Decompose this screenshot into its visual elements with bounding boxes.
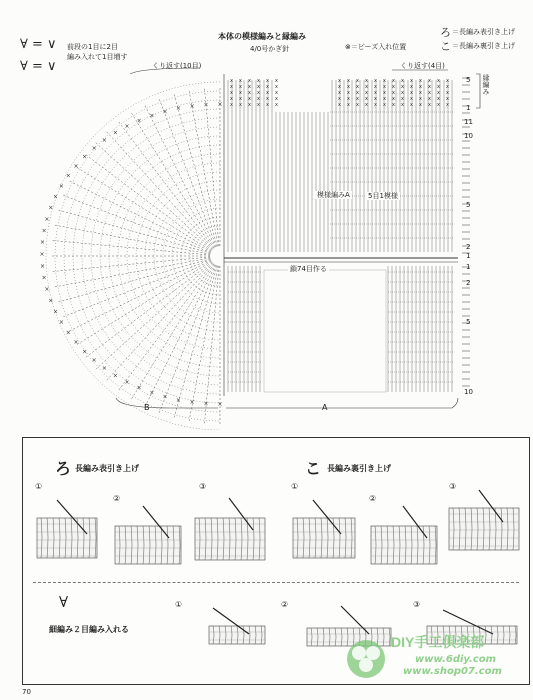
start-chain-label: 鎖74目作る xyxy=(290,265,327,273)
stitch-mark: × xyxy=(189,399,195,407)
stitch-mark: x xyxy=(419,96,422,102)
legend-symbol-left: ∀ = ∨ xyxy=(20,37,57,52)
chart-subtitle: 4/0号かぎ針 xyxy=(250,45,290,53)
fan-spoke xyxy=(55,258,210,287)
back-post-dc-title: 長編み裏引き上げ xyxy=(327,464,391,473)
stitch-mark: × xyxy=(162,108,168,116)
stitch-mark: × xyxy=(149,389,155,397)
stitch-mark: x xyxy=(419,78,422,84)
stitch-mark: × xyxy=(48,297,54,305)
row-number: 2 xyxy=(466,279,471,287)
stitch-mark: × xyxy=(44,286,50,294)
stitch-mark: x xyxy=(275,78,278,84)
stitch-mark: x xyxy=(383,102,386,108)
stitch-mark: x xyxy=(437,78,440,84)
stitch-mark: × xyxy=(203,101,209,109)
stitch-mark: × xyxy=(175,396,181,404)
stitch-mark: x xyxy=(239,84,242,90)
stitch-mark: x xyxy=(257,78,260,84)
stitch-mark: x xyxy=(275,96,278,102)
stitch-mark: x xyxy=(248,102,251,108)
stitch-mark: × xyxy=(112,372,118,380)
stitch-mark: x xyxy=(356,78,359,84)
fan-round xyxy=(154,190,220,322)
page-number: 70 xyxy=(22,688,31,696)
legend-right-symbol-1: ろ xyxy=(440,26,451,39)
stitch-mark: x xyxy=(230,102,233,108)
stitch-mark: x xyxy=(356,96,359,102)
fan-spoke xyxy=(53,240,210,255)
stitch-mark: × xyxy=(40,262,46,270)
stitch-mark: x xyxy=(347,78,350,84)
stitch-mark: × xyxy=(48,204,54,212)
stitch-mark: x xyxy=(230,96,233,102)
stitch-mark: × xyxy=(58,182,64,190)
stitch-mark: x xyxy=(383,84,386,90)
stitch-mark: x xyxy=(446,90,449,96)
lower-center-block xyxy=(264,270,386,392)
legend-left-line2: 編み入れて1目増す xyxy=(67,53,128,61)
stitch-mark: x xyxy=(365,78,368,84)
stitch-mark: × xyxy=(112,129,118,137)
stitch-mark: × xyxy=(73,162,79,170)
step-number: ③ xyxy=(413,600,421,609)
stitch-mark: × xyxy=(82,153,88,161)
swatch-step2 xyxy=(371,526,437,564)
stitch-mark: x xyxy=(446,102,449,108)
section-b-label: B xyxy=(144,403,150,412)
stitch-mark: x xyxy=(437,90,440,96)
fan-spoke xyxy=(204,89,219,246)
repeat-bracket-left xyxy=(130,68,200,74)
stitch-mark: x xyxy=(392,90,395,96)
stitch-mark: x xyxy=(428,90,431,96)
stitch-mark: x xyxy=(248,90,251,96)
stitch-mark: × xyxy=(65,329,71,337)
stitch-mark: x xyxy=(257,90,260,96)
repeat-left-label: くり返す(10目) xyxy=(152,62,202,70)
stitch-mark: x xyxy=(374,96,377,102)
stitch-mark: x xyxy=(338,96,341,102)
front-post-dc-title: 長編み表引き上げ xyxy=(75,464,139,473)
swatch-step2 xyxy=(115,526,181,564)
stitch-mark: × xyxy=(65,172,71,180)
step-number: ② xyxy=(281,600,289,609)
stitch-mark: × xyxy=(189,102,195,110)
step-number: ① xyxy=(35,482,43,491)
row-number: 2 xyxy=(466,243,471,251)
stitch-mark: x xyxy=(401,84,404,90)
stitch-mark: × xyxy=(101,365,107,373)
stitch-mark: x xyxy=(401,78,404,84)
stitch-mark: x xyxy=(266,78,269,84)
row-number: 10 xyxy=(464,132,473,140)
stitch-mark: x xyxy=(266,102,269,108)
stitch-mark: x xyxy=(266,96,269,102)
stitch-mark: x xyxy=(338,84,341,90)
beads-note: ⊗＝ビーズ入れ位置 xyxy=(345,43,407,51)
site-watermark xyxy=(345,630,530,690)
stitch-mark: × xyxy=(91,357,97,365)
stitch-mark: x xyxy=(446,96,449,102)
chart-title: 本体の模様編みと縁編み xyxy=(218,32,306,41)
stitch-mark: × xyxy=(124,378,130,386)
stitch-mark: × xyxy=(136,117,142,125)
stitch-mark: x xyxy=(383,78,386,84)
stitch-mark: x xyxy=(356,84,359,90)
fan-round xyxy=(82,118,220,394)
row-number: 1 xyxy=(466,104,471,112)
swatch-sc-1 xyxy=(209,626,265,644)
step-number: ② xyxy=(369,494,377,503)
stitch-mark: x xyxy=(257,102,260,108)
legend-right-symbol-2: こ xyxy=(440,40,451,53)
repeat-right-label: くり返す(4目) xyxy=(400,62,445,70)
stitch-mark: x xyxy=(383,90,386,96)
stitch-mark: x xyxy=(365,84,368,90)
fan-spoke xyxy=(58,259,210,302)
stitch-mark: x xyxy=(275,90,278,96)
stitch-mark: x xyxy=(248,78,251,84)
stitch-mark: x xyxy=(446,78,449,84)
watermark-url2: www.shop07.com xyxy=(403,666,502,677)
stitch-mark: x xyxy=(266,84,269,90)
stitch-mark: × xyxy=(203,400,209,408)
back-post-dc-symbol: こ xyxy=(305,459,322,478)
legend-right-1: ＝長編み表引き上げ xyxy=(452,28,515,36)
stitch-mark: x xyxy=(437,102,440,108)
stitch-mark: × xyxy=(149,112,155,120)
stitch-mark: x xyxy=(248,84,251,90)
stitch-mark: x xyxy=(410,96,413,102)
stitch-mark: x xyxy=(230,78,233,84)
stitch-mark: × xyxy=(91,144,97,152)
stitch-mark: x xyxy=(392,84,395,90)
stitch-mark: × xyxy=(73,339,79,347)
stitch-mark: x xyxy=(338,102,341,108)
fan-spoke xyxy=(107,263,213,380)
stitch-mark: x xyxy=(410,78,413,84)
fan-spoke xyxy=(174,94,217,246)
stitch-mark: x xyxy=(419,102,422,108)
stitch-mark: × xyxy=(53,193,59,201)
watermark-url1: www.6diy.com xyxy=(415,654,497,665)
stitch-mark: x xyxy=(410,102,413,108)
stitch-mark: x xyxy=(437,96,440,102)
stitch-mark: x xyxy=(356,102,359,108)
stitch-mark: x xyxy=(266,90,269,96)
legend-left-line1: 前段の1目に2目 xyxy=(67,43,118,51)
stitch-mark: x xyxy=(446,84,449,90)
sc-increase-title: 細編み２目編み入れる xyxy=(49,625,129,634)
stitch-mark: x xyxy=(374,78,377,84)
stitch-mark: x xyxy=(347,84,350,90)
stitch-mark: x xyxy=(419,84,422,90)
stitch-mark: × xyxy=(82,348,88,356)
fan-spoke xyxy=(77,261,211,344)
stitch-mark: x xyxy=(374,102,377,108)
fan-spoke xyxy=(53,257,210,272)
stitch-mark: x xyxy=(428,96,431,102)
stitch-mark: × xyxy=(217,401,223,408)
fan-spoke xyxy=(55,225,210,254)
row-number: 11 xyxy=(464,118,473,126)
stitch-mark: x xyxy=(401,102,404,108)
step-number: ① xyxy=(291,482,299,491)
stitch-mark: x xyxy=(410,90,413,96)
stitch-mark: x xyxy=(401,96,404,102)
row-number: 10 xyxy=(464,388,473,396)
stitch-mark: x xyxy=(437,84,440,90)
fan-spoke xyxy=(189,266,218,421)
stitch-mark: x xyxy=(428,102,431,108)
stitch-mark: x xyxy=(365,102,368,108)
stitch-mark: x xyxy=(365,90,368,96)
stitch-mark: x xyxy=(392,102,395,108)
sc-increase-symbol: ∀ xyxy=(59,593,69,611)
stitch-mark: x xyxy=(239,90,242,96)
stitch-mark: x xyxy=(239,78,242,84)
clover-logo-icon xyxy=(345,638,387,680)
fan-spoke xyxy=(145,265,215,406)
fan-spoke xyxy=(63,195,210,252)
fan-spoke xyxy=(132,265,215,399)
edge-bracket xyxy=(476,74,480,108)
row-number: 5 xyxy=(466,318,471,326)
stitch-mark: × xyxy=(162,393,168,401)
stitch-mark: x xyxy=(257,84,260,90)
fan-spoke xyxy=(189,91,218,246)
stitch-mark: x xyxy=(347,102,350,108)
stitch-mark: x xyxy=(428,84,431,90)
front-post-dc-symbol: ろ xyxy=(55,459,72,478)
step-number: ① xyxy=(175,600,183,609)
stitch-mark: x xyxy=(383,96,386,102)
stitch-mark: x xyxy=(401,90,404,96)
stitch-mark: x xyxy=(239,102,242,108)
step-number: ③ xyxy=(199,482,207,491)
stitch-mark: × xyxy=(124,123,130,131)
row-number: 1 xyxy=(466,252,471,260)
stitch-mark: x xyxy=(275,84,278,90)
stitch-mark: × xyxy=(41,227,47,235)
stitch-mark: x xyxy=(410,84,413,90)
stitch-mark: x xyxy=(347,96,350,102)
stitch-mark: x xyxy=(356,90,359,96)
fan-spoke xyxy=(96,143,213,249)
stitch-mark: x xyxy=(428,78,431,84)
stitch-mark: × xyxy=(217,101,223,108)
stitch-mark: x xyxy=(392,96,395,102)
stitch-mark: x xyxy=(239,96,242,102)
stitch-mark: x xyxy=(230,90,233,96)
stitch-mark: × xyxy=(41,274,47,282)
fan-spoke xyxy=(70,260,211,330)
stitch-mark: x xyxy=(392,78,395,84)
fan-spoke xyxy=(96,263,213,369)
fan-spoke xyxy=(77,168,211,251)
stitch-mark: x xyxy=(248,96,251,102)
fan-spoke xyxy=(174,266,217,418)
fan-round xyxy=(163,199,220,313)
stitch-mark: x xyxy=(365,96,368,102)
legend-right-2: ＝長編み裏引き上げ xyxy=(452,42,515,50)
fan-spoke xyxy=(159,265,216,412)
stitch-mark: × xyxy=(101,136,107,144)
row-number: 1 xyxy=(466,263,471,271)
watermark-brand: DIY手工俱楽部 xyxy=(391,634,485,650)
stitch-mark: x xyxy=(230,84,233,90)
stitch-mark: × xyxy=(58,319,64,327)
row-number: 5 xyxy=(466,76,471,84)
stitch-mark: × xyxy=(44,215,50,223)
stitch-mark: x xyxy=(374,84,377,90)
stitch-mark: × xyxy=(40,239,46,247)
stitch-mark: x xyxy=(257,96,260,102)
pattern-a-label: 模様編みA xyxy=(317,191,350,199)
stitch-mark: × xyxy=(39,251,45,258)
step-number: ③ xyxy=(449,482,457,491)
legend-symbol-left-2: ∀ = ∨ xyxy=(20,59,57,74)
stitch-mark: x xyxy=(374,90,377,96)
stitch-mark: x xyxy=(275,102,278,108)
step-number: ② xyxy=(113,494,121,503)
fan-spoke xyxy=(132,113,215,247)
section-a-label: A xyxy=(322,403,328,412)
stitch-mark: × xyxy=(175,105,181,113)
edge-label: 縁編み xyxy=(482,74,490,95)
fan-spoke xyxy=(107,129,213,249)
stitch-mark: x xyxy=(419,90,422,96)
stitch-mark: x xyxy=(338,90,341,96)
stitch-mark: x xyxy=(338,78,341,84)
five-sts-label: 5目1模様 xyxy=(368,192,398,200)
section-a-bracket xyxy=(226,398,458,408)
fan-spoke xyxy=(145,106,215,247)
fan-spoke xyxy=(58,210,210,253)
stitch-mark: × xyxy=(136,384,142,392)
stitch-mark: × xyxy=(53,308,59,316)
stitch-mark: x xyxy=(347,90,350,96)
row-number: 5 xyxy=(466,201,471,209)
fan-spoke xyxy=(70,181,211,251)
